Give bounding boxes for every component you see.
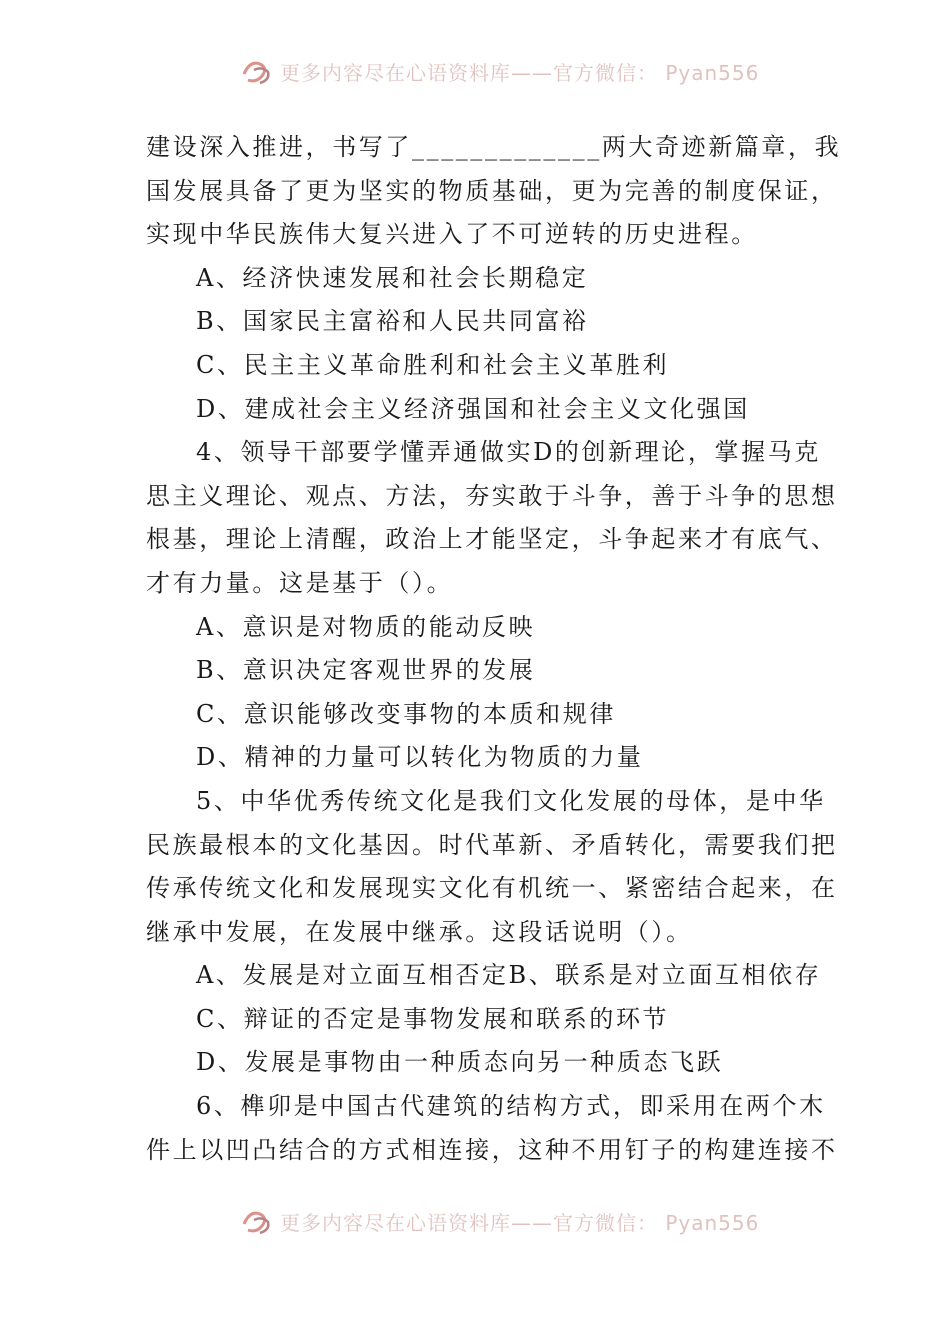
text-line: C、辩证的否定是事物发展和联系的环节 — [196, 1004, 670, 1033]
text-line: 才有力量。这是基于（）。 — [146, 568, 454, 597]
text-line: 继承中发展，在发展中继承。这段话说明（）。 — [146, 917, 693, 946]
footer-watermark — [0, 1202, 950, 1242]
text-line: 建设深入推进，书写了_____________两大奇迹新篇章，我 — [146, 133, 842, 161]
text-line: 5、中华优秀传统文化是我们文化发展的母体，是中华 — [196, 786, 826, 815]
text-line: D、精神的力量可以转化为物质的力量 — [196, 743, 644, 772]
text-line: 民族最根本的文化基因。时代革新、矛盾转化，需要我们把 — [146, 830, 838, 859]
watermark-text: 更多内容尽在心语资料库——官方微信： Pyan556 — [280, 60, 760, 85]
text-line: 传承传统文化和发展现实文化有机统一、紧密结合起来，在 — [146, 874, 838, 903]
watermark-logo-icon — [240, 1206, 274, 1236]
text-line: 6、榫卯是中国古代建筑的结构方式，即采用在两个木 — [196, 1092, 826, 1121]
text-line: 件上以凹凸结合的方式相连接，这种不用钉子的构建连接不 — [146, 1135, 838, 1164]
watermark-logo-icon — [240, 56, 274, 86]
text-line: B、国家民主富裕和人民共同富裕 — [196, 307, 589, 336]
text-line: 实现中华民族伟大复兴进入了不可逆转的历史进程。 — [146, 220, 758, 249]
header-watermark — [0, 52, 950, 92]
text-line: D、建成社会主义经济强国和社会主义文化强国 — [196, 394, 750, 423]
document-body — [146, 126, 842, 1172]
text-line: A、发展是对立面互相否定B、联系是对立面互相依存 — [196, 961, 822, 990]
text-line: D、发展是事物由一种质态向另一种质态飞跃 — [196, 1048, 724, 1077]
text-line: 根基，理论上清醒，政治上才能坚定，斗争起来才有底气、 — [146, 525, 838, 554]
watermark-text: 更多内容尽在心语资料库——官方微信： Pyan556 — [280, 1210, 760, 1235]
text-line: A、经济快速发展和社会长期稳定 — [196, 263, 589, 292]
text-line: C、意识能够改变事物的本质和规律 — [196, 699, 616, 728]
text-line: 4、领导干部要学懂弄通做实D的创新理论，掌握马克 — [196, 438, 821, 467]
text-line: 思主义理论、观点、方法，夯实敢于斗争，善于斗争的思想 — [146, 481, 838, 510]
text-line: A、意识是对物质的能动反映 — [196, 612, 536, 641]
text-line: B、意识决定客观世界的发展 — [196, 656, 536, 685]
text-line: C、民主主义革命胜利和社会主义革胜利 — [196, 350, 670, 379]
text-line: 国发展具备了更为坚实的物质基础，更为完善的制度保证， — [146, 176, 838, 205]
